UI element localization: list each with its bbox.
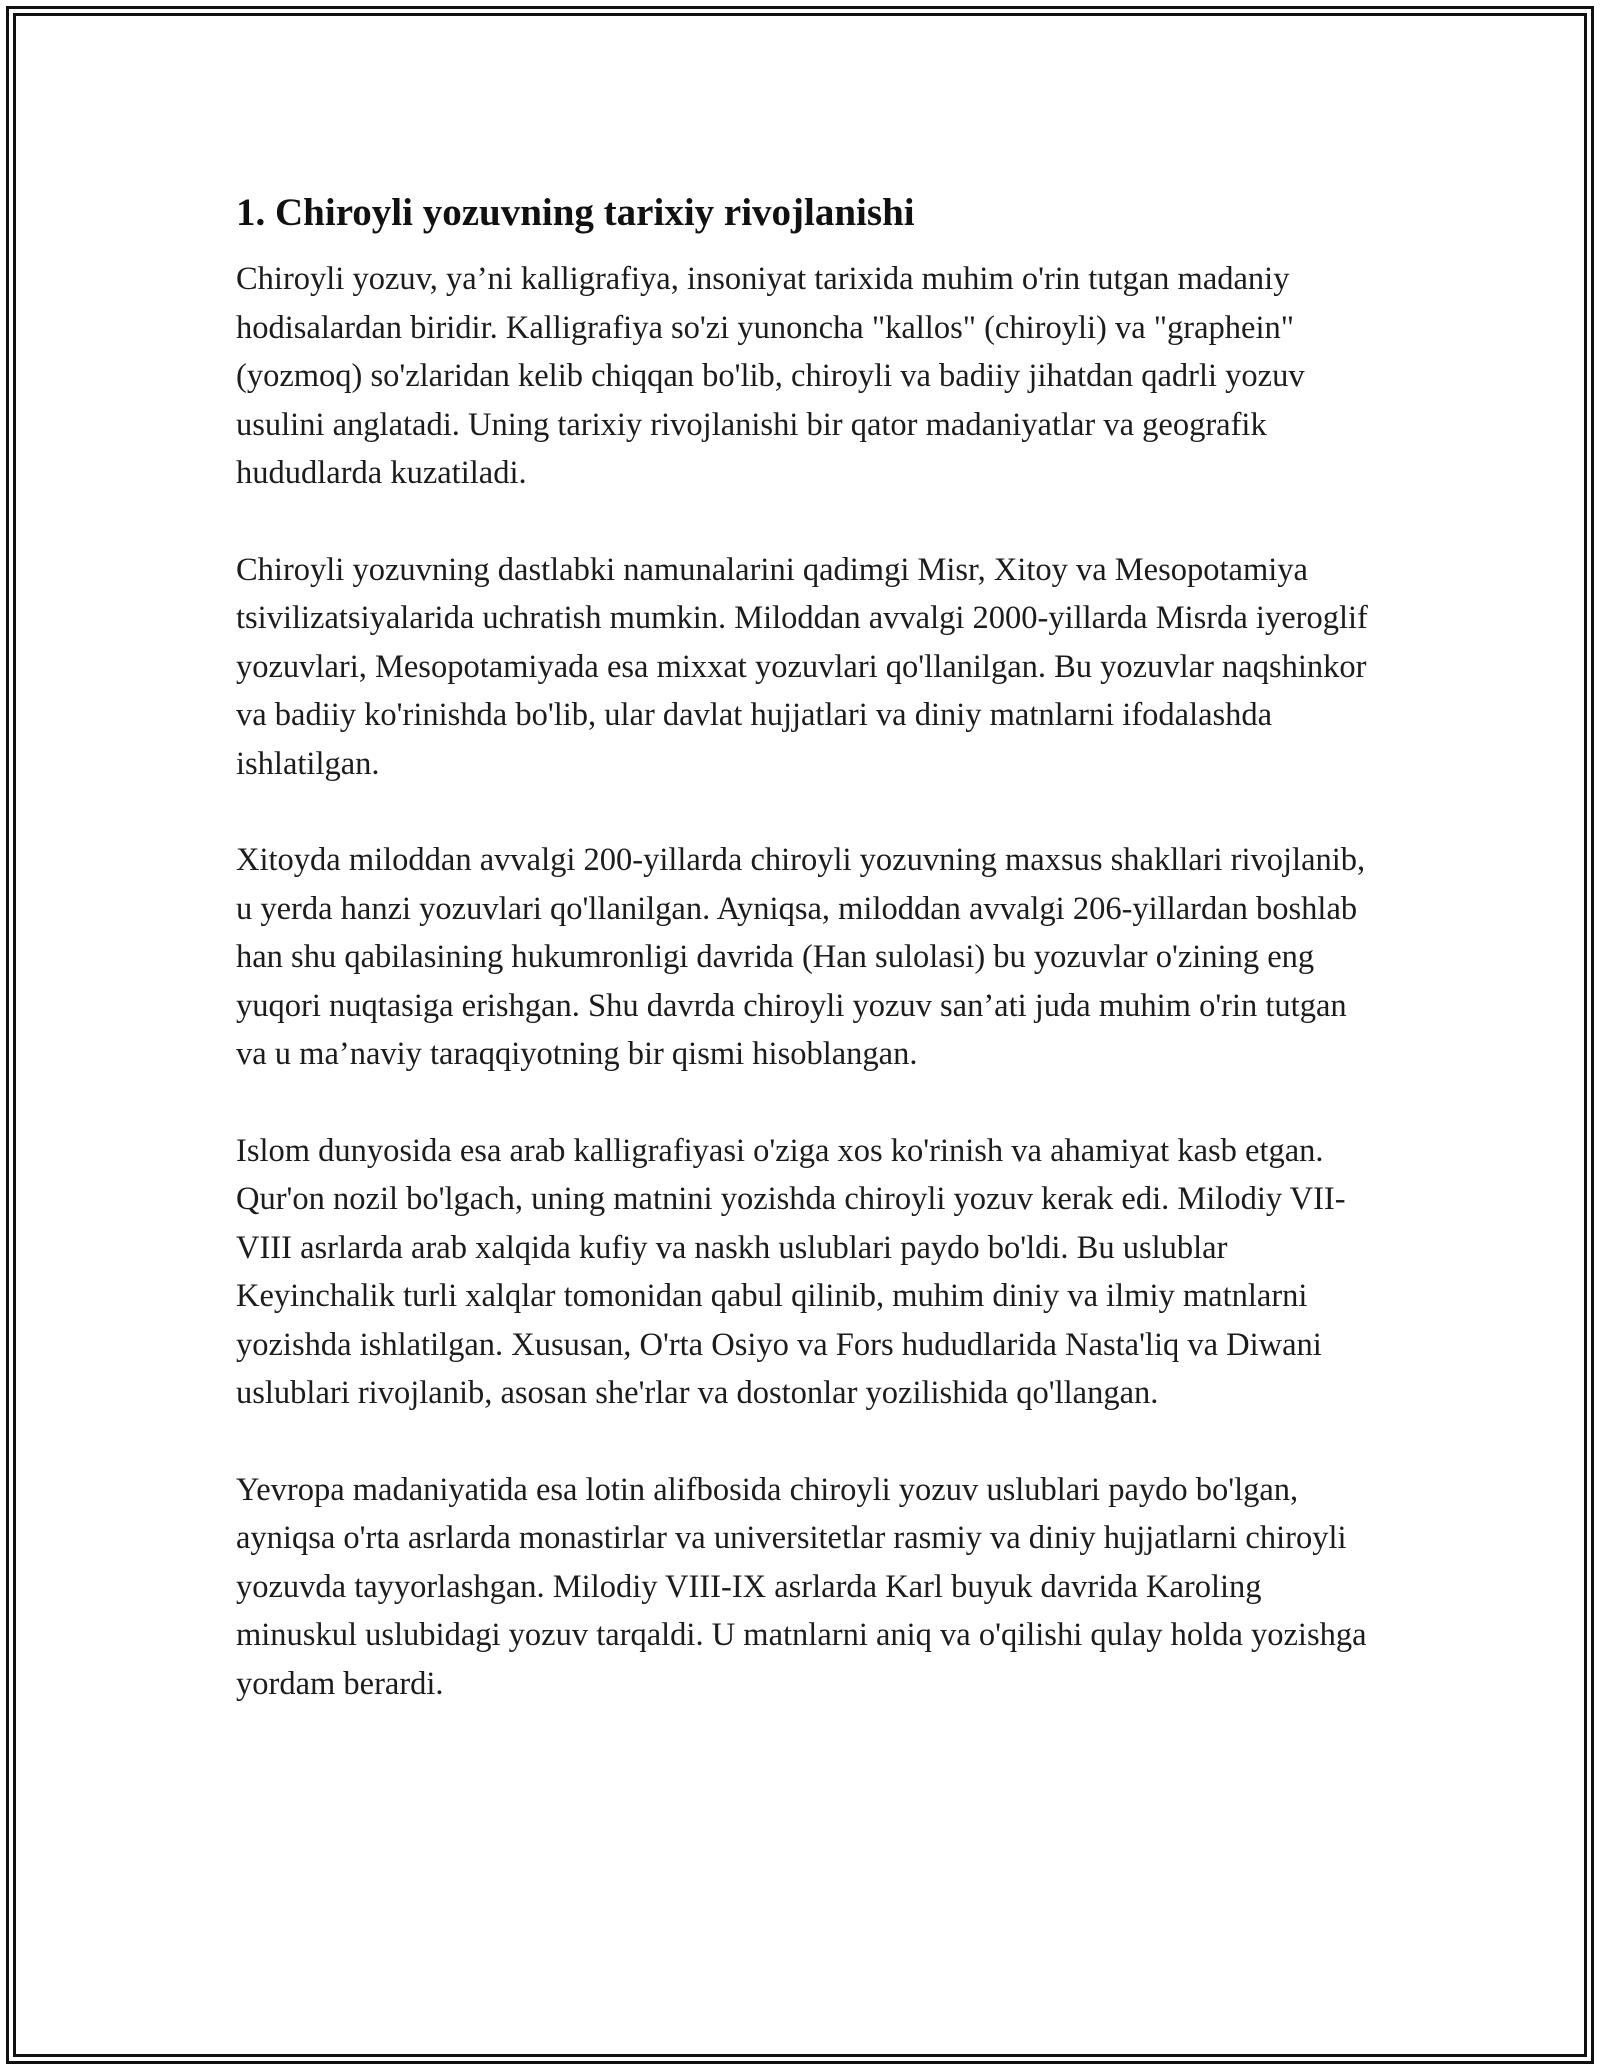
paragraph-4: Islom dunyosida esa arab kalligrafiyasi o'ziga xos ko'rinish va ahamiyat kasb etgan. Qur'on nozil bo'lgach, uning matnini yozishda chiroyli yozuv kerak edi. Milodiy VII-VIII asrlarda arab xalqida kufiy va naskh uslublari paydo bo'ldi. Bu uslublar Keyinchalik turli xalqlar tomonidan qabul qilinib, muhim diniy va ilmiy matnlarni yozishda ishlatilgan. Xususan, O'rta Osiyo va Fors hududlarida Nasta'liq va Diwani uslublari rivojlanib, asosan she'rlar va dostonlar yozilishida qo'llangan. — [236, 1132, 1346, 1411]
section-heading: 1. Chiroyli yozuvning tarixiy rivojlanishi — [236, 191, 915, 234]
paragraph-3: Xitoyda miloddan avvalgi 200-yillarda chiroyli yozuvning maxsus shakllari rivojlanib, u yerda hanzi yozuvlari qo'llanilgan. Ayniqsa, miloddan avvalgi 206-yillardan boshlab han shu qabilasining hukumronligi davrida (Han sulolasi) bu yozuvlar o'zining eng yuqori nuqtasiga erishgan. Shu davrda chiroyli yozuv san’ati juda muhim o'rin tutgan va u ma’naviy taraqqiyotning bir qismi hisoblangan. — [236, 842, 1366, 1072]
document-body — [236, 185, 1376, 1756]
paragraph-1: Chiroyli yozuv, ya’ni kalligrafiya, insoniyat tarixida muhim o'rin tutgan madaniy hodisalardan biridir. Kalligrafiya so'zi yunoncha "kallos" (chiroyli) va "graphein" (yozmoq) so'zlaridan kelib chiqqan bo'lib, chiroyli va badiiy jihatdan qadrli yozuv usulini anglatadi. Uning tarixiy rivojlanishi bir qator madaniyatlar va geografik hududlarda kuzatiladi. — [236, 261, 1305, 491]
paragraph-2: Chiroyli yozuvning dastlabki namunalarini qadimgi Misr, Xitoy va Mesopotamiya tsivilizatsiyalarida uchratish mumkin. Miloddan avvalgi 2000-yillarda Misrda iyeroglif yozuvlari, Mesopotamiyada esa mixxat yozuvlari qo'llanilgan. Bu yozuvlar naqshinkor va badiiy ko'rinishda bo'lib, ular davlat hujjatlari va diniy matnlarni ifodalashda ishlatilgan. — [236, 551, 1368, 782]
paragraph-5: Yevropa madaniyatida esa lotin alifbosida chiroyli yozuv uslublari paydo bo'lgan, ayniqsa o'rta asrlarda monastirlar va universitetlar rasmiy va diniy hujjatlarni chiroyli yozuvda tayyorlashgan. Milodiy VIII-IX asrlarda Karl buyuk davrida Karoling minuskul uslubidagi yozuv tarqaldi. U matnlarni aniq va o'qilishi qulay holda yozishga yordam berardi. — [236, 1471, 1367, 1702]
